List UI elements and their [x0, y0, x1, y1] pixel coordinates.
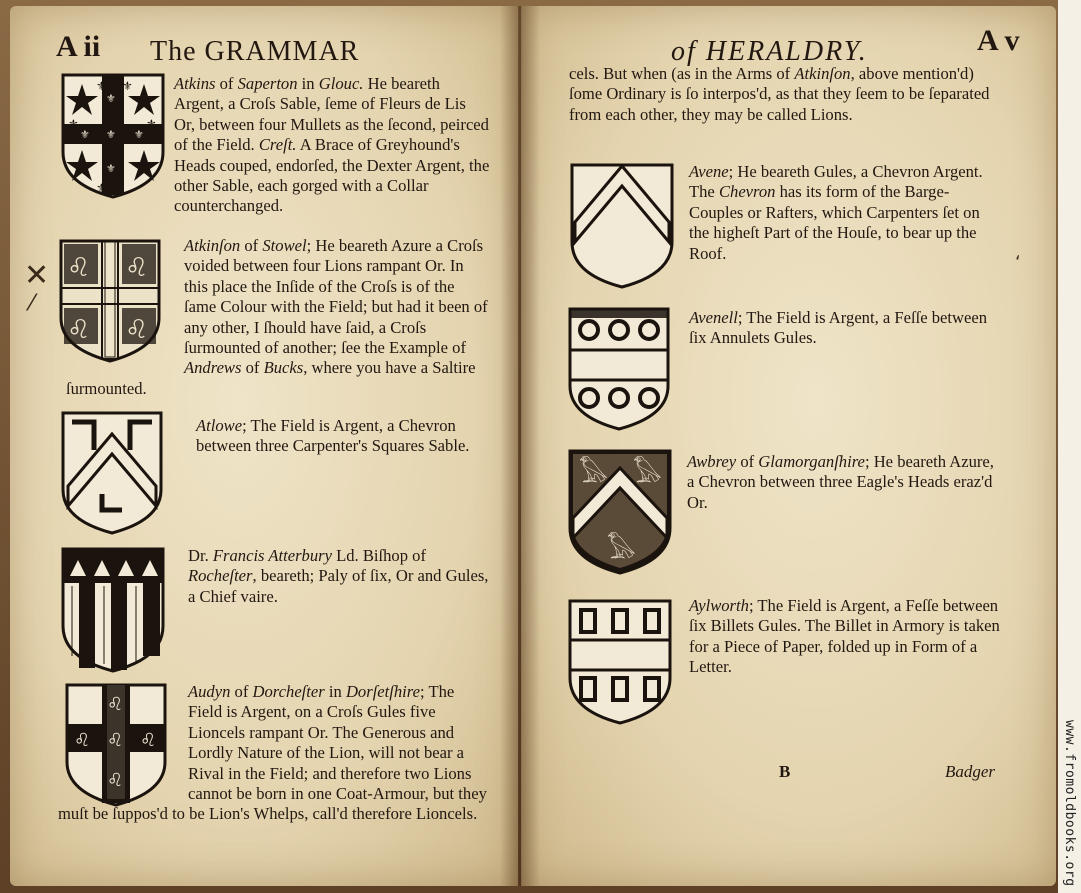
svg-text:♌: ♌ [67, 315, 91, 345]
footer-signature: B [779, 762, 791, 781]
text-run: Ld. Biſhop of [331, 546, 426, 565]
italic-run: Saperton [237, 74, 298, 93]
marginal-x-mark: ✕ [24, 258, 50, 293]
text-run: , where you have a Saltire ſurmounted. [66, 358, 476, 398]
text-run: ; The Field is Argent, a Feſſe between ſix Billets Gules. The Billet in Armory is taken for a Piece of Paper, folded up in Form of a Letter. [689, 596, 1000, 677]
text-run: Dr. [188, 546, 213, 565]
text-run: He beareth Argent, a Croſs Sable, ſeme of Fleurs de Lis Or, between four Mullets as the ſecond, peirced of the Field. [174, 74, 489, 155]
text-run: of [230, 682, 253, 701]
atkins-entry-text [58, 74, 490, 217]
svg-text:𓅃: 𓅃 [633, 459, 662, 489]
svg-text:⚜: ⚜ [68, 117, 79, 131]
atkins-entry-body [174, 74, 489, 215]
svg-text:♌: ♌ [125, 315, 149, 345]
source-watermark: www.fromoldbooks.org [1062, 720, 1077, 887]
audyn-entry-text [58, 682, 490, 825]
svg-text:⚜: ⚜ [134, 128, 144, 141]
avene-arms-shield [569, 162, 675, 290]
italic-run: Aylworth [689, 596, 749, 615]
catchword: Badger [945, 762, 996, 781]
aylworth-entry-body [689, 596, 1000, 676]
aylworth-entry-text [689, 596, 1003, 678]
awbrey-arms-shield [567, 448, 673, 576]
text-run: of [215, 74, 238, 93]
italic-run: Rocheſter [188, 566, 253, 586]
text-run: of [736, 452, 759, 471]
atterbury-entry-body [188, 546, 488, 606]
svg-text:⚜: ⚜ [122, 79, 133, 93]
text-run: ; He beareth Azure a Croſs voided between four Lions rampant Or. In this place the Inſide of the Croſs is of the ſame Colour with the Field; but had it been of any other, I ſhould have ſaid, a Croſs ſurmounted of another; ſee the Example of [184, 236, 488, 358]
svg-text:𓅃: 𓅃 [579, 459, 608, 489]
text-run: of [241, 358, 264, 378]
marginal-stroke-mark: ⁄ [30, 291, 34, 316]
left-running-head: The GRAMMAR [150, 36, 360, 67]
avenell-arms-shield [567, 306, 671, 432]
continuation-text [569, 64, 1005, 125]
atlowe-arms-shield [60, 410, 164, 536]
italic-run: Atkins [174, 74, 216, 93]
text-run: in [297, 74, 319, 93]
svg-text:♌: ♌ [107, 770, 124, 791]
italic-run: Glouc. [318, 74, 364, 93]
svg-text:♌: ♌ [67, 253, 91, 283]
italic-run: Avene [689, 162, 729, 181]
text-run: has its form of the Barge-Couples or Rafters, which Carpenters ſet on the higheſt Part of the Houſe, to bear up the Roof. [689, 182, 980, 263]
italic-run: Avenell [689, 308, 738, 327]
italic-run: Bucks [263, 358, 304, 378]
svg-text:𓅃: 𓅃 [607, 535, 636, 565]
text-run: A Brace of Greyhound's Heads couped, endorſed, the Dexter Argent, the other Sable, each gorged with a Collar counterchanged. [174, 135, 490, 216]
left-page [10, 6, 518, 886]
svg-text:⚜: ⚜ [96, 79, 107, 93]
italic-run: Andrews [184, 358, 242, 378]
right-signature: A v [977, 24, 1020, 57]
italic-run: Glamorganſhire [758, 452, 865, 471]
shield-wrap-spacer [58, 682, 188, 804]
text-run: ; The Field is Argent, on a Croſs Gules five Lioncels rampant Or. The Generous and Lordly Nature of the Lion, will not bear a Rival in the Field; and therefore two Lions cannot be born in one Coat-Armour, but they muſt be ſuppos'd to be Lion's Whelps, call'd therefore Lioncels. [58, 682, 487, 824]
italic-run: Francis Atterbury [212, 546, 332, 565]
avenell-entry-body [689, 308, 987, 347]
atterbury-entry-text [188, 546, 492, 607]
italic-run: Awbrey [687, 452, 737, 471]
left-signature: A ii [56, 30, 101, 63]
text-run: of [240, 236, 263, 255]
text-run: , above mention'd) ſome Ordinary is ſo interpos'd, as that they ſeem to be ſeparated from each other, they may be called Lions. [569, 64, 990, 124]
svg-text:♌: ♌ [140, 730, 157, 751]
svg-text:⚜: ⚜ [106, 162, 116, 175]
aylworth-arms-shield [567, 598, 673, 726]
svg-text:⚜: ⚜ [80, 128, 90, 141]
avenell-entry-text [689, 308, 1003, 349]
awbrey-entry-body [687, 452, 994, 512]
italic-run: Dorſetſhire [345, 682, 421, 701]
svg-text:⚜: ⚜ [96, 181, 107, 195]
italic-run: Atkinſon [184, 236, 241, 255]
italic-run: Dorcheſter [252, 682, 325, 701]
svg-text:♌: ♌ [125, 253, 149, 283]
italic-run: Atlowe [196, 416, 243, 435]
svg-text:⚜: ⚜ [106, 92, 116, 105]
italic-run: Chevron [718, 182, 776, 202]
marginal-comma-mark: ʻ [1015, 252, 1021, 273]
text-run: ; He beareth Azure, a Chevron between three Eagle's Heads eraz'd Or. [687, 452, 994, 512]
awbrey-entry-text [687, 452, 1005, 513]
continuation-body [569, 64, 989, 124]
atterbury-arms-shield [60, 546, 166, 674]
text-run: ; The Field is Argent, a Feſſe between ſix Annulets Gules. [689, 308, 988, 348]
svg-text:⚜: ⚜ [146, 117, 157, 131]
text-run: ; The Field is Argent, a Chevron between three Carpenter's Squares Sable. [196, 416, 470, 456]
italic-run: Creſt. [258, 135, 297, 155]
text-run: ; He beareth Gules, a Chevron Argent. The [689, 162, 983, 202]
right-running-head: of HERALDRY. [671, 36, 868, 67]
avene-entry-text [689, 162, 1001, 264]
italic-run: Stowel [262, 236, 307, 255]
svg-text:♌: ♌ [107, 694, 124, 715]
svg-text:⚜: ⚜ [106, 128, 116, 141]
text-run: cels. But when (as in the Arms of [569, 64, 795, 83]
text-run: in [324, 682, 346, 701]
atlowe-entry-text [196, 416, 490, 457]
atkinson-entry-text [66, 236, 490, 399]
svg-text:♌: ♌ [107, 730, 124, 751]
shield-wrap-spacer [66, 236, 184, 362]
svg-text:♌: ♌ [74, 730, 91, 751]
italic-run: Audyn [188, 682, 231, 701]
avene-entry-body [689, 162, 983, 263]
right-page [521, 6, 1056, 886]
atlowe-entry-body [196, 416, 469, 455]
italic-run: Atkinſon [794, 64, 851, 83]
text-run: , beareth; Paly of ſix, Or and Gules, a Chief vaire. [188, 566, 489, 606]
shield-wrap-spacer [58, 74, 174, 216]
